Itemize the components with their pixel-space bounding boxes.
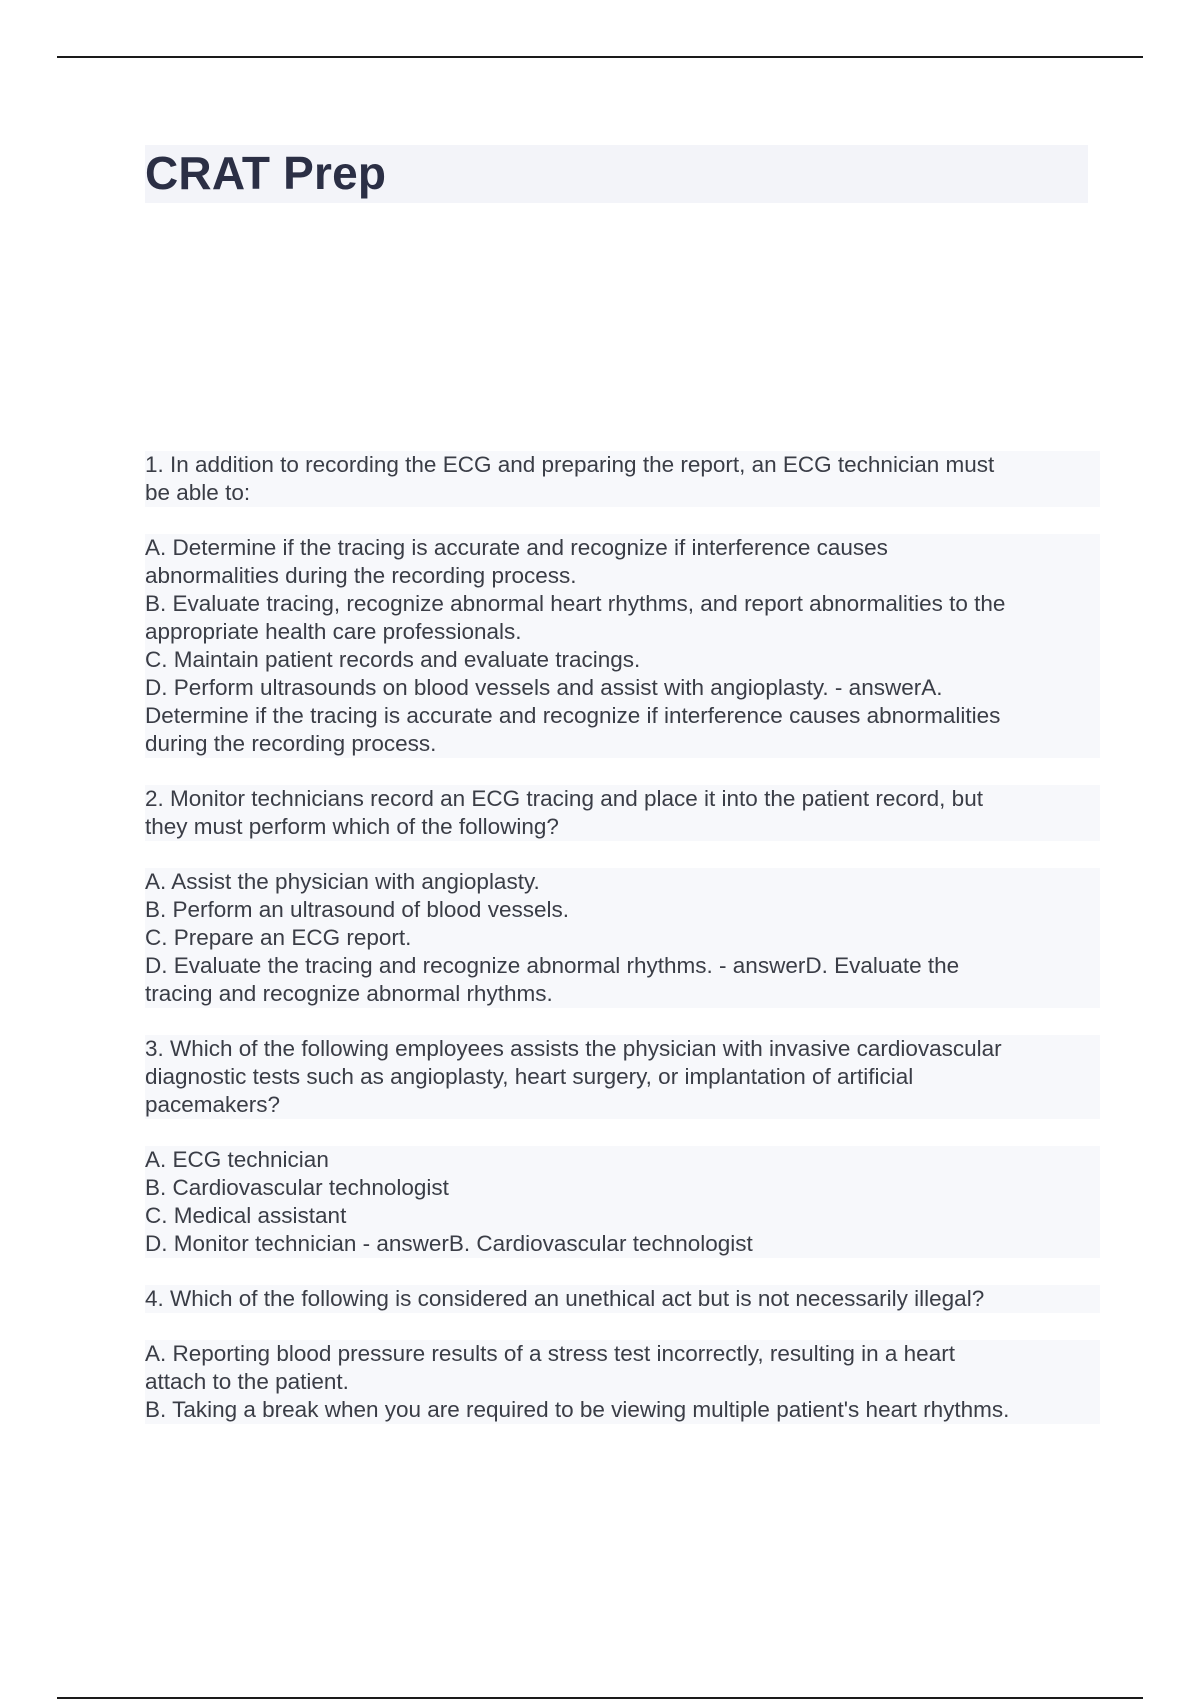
option-line: B. Taking a break when you are required to be viewing multiple patient's heart rhythms. xyxy=(145,1396,1100,1424)
question-1-text xyxy=(145,451,1100,507)
text-line: be able to: xyxy=(145,479,1100,507)
bottom-rule xyxy=(57,1697,1143,1699)
option-line: B. Cardiovascular technologist xyxy=(145,1174,1100,1202)
option-line: during the recording process. xyxy=(145,730,1100,758)
option-line: tracing and recognize abnormal rhythms. xyxy=(145,980,1100,1008)
text-line: 4. Which of the following is considered an unethical act but is not necessarily illegal? xyxy=(145,1285,1100,1313)
question-4-options xyxy=(145,1340,1100,1424)
option-line: C. Maintain patient records and evaluate tracings. xyxy=(145,646,1100,674)
option-line: C. Medical assistant xyxy=(145,1202,1100,1230)
option-line: A. Assist the physician with angioplasty. xyxy=(145,868,1100,896)
option-line: appropriate health care professionals. xyxy=(145,618,1100,646)
question-1-options xyxy=(145,534,1100,758)
question-3-options xyxy=(145,1146,1100,1258)
option-line: Determine if the tracing is accurate and recognize if interference causes abnormalities xyxy=(145,702,1100,730)
text-line: 2. Monitor technicians record an ECG tracing and place it into the patient record, but xyxy=(145,785,1100,813)
option-line: abnormalities during the recording process. xyxy=(145,562,1100,590)
option-line: D. Evaluate the tracing and recognize abnormal rhythms. - answerD. Evaluate the xyxy=(145,952,1100,980)
document-body xyxy=(145,451,1100,1424)
option-line: D. Perform ultrasounds on blood vessels and assist with angioplasty. - answerA. xyxy=(145,674,1100,702)
text-line: 3. Which of the following employees assists the physician with invasive cardiovascular xyxy=(145,1035,1100,1063)
question-4-text xyxy=(145,1285,1100,1313)
page-title: CRAT Prep xyxy=(145,147,387,199)
text-line: diagnostic tests such as angioplasty, heart surgery, or implantation of artificial xyxy=(145,1063,1100,1091)
text-line: 1. In addition to recording the ECG and preparing the report, an ECG technician must xyxy=(145,451,1100,479)
option-line: B. Perform an ultrasound of blood vessels. xyxy=(145,896,1100,924)
option-line: C. Prepare an ECG report. xyxy=(145,924,1100,952)
question-3-text xyxy=(145,1035,1100,1119)
question-2-options xyxy=(145,868,1100,1008)
text-line: pacemakers? xyxy=(145,1091,1100,1119)
option-line: attach to the patient. xyxy=(145,1368,1100,1396)
option-line: A. Determine if the tracing is accurate and recognize if interference causes xyxy=(145,534,1100,562)
option-line: D. Monitor technician - answerB. Cardiovascular technologist xyxy=(145,1230,1100,1258)
question-2-text xyxy=(145,785,1100,841)
option-line: A. ECG technician xyxy=(145,1146,1100,1174)
option-line: A. Reporting blood pressure results of a stress test incorrectly, resulting in a heart xyxy=(145,1340,1100,1368)
option-line: B. Evaluate tracing, recognize abnormal heart rhythms, and report abnormalities to the xyxy=(145,590,1100,618)
top-rule xyxy=(57,56,1143,58)
text-line: they must perform which of the following? xyxy=(145,813,1100,841)
